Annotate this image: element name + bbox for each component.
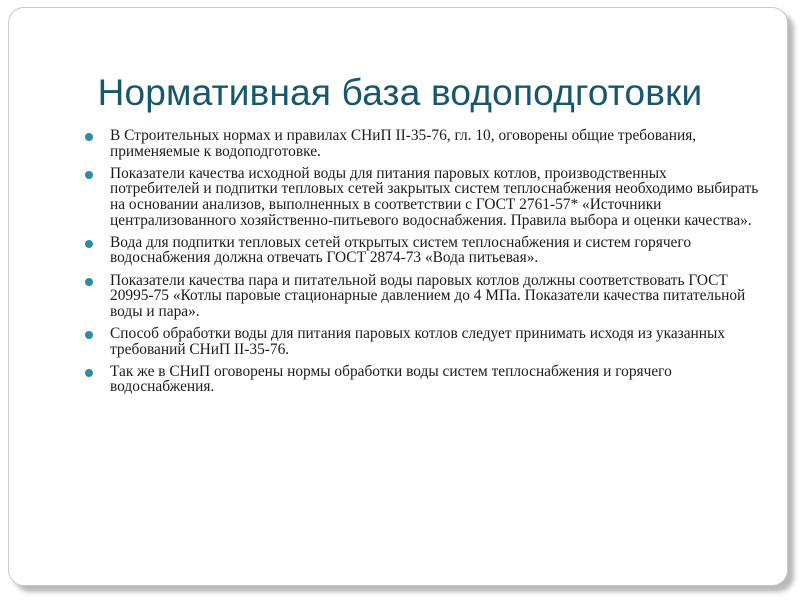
bullet-item: [110, 364, 760, 395]
bullet-text: Вода для подпитки тепловых сетей открытых систем теплоснабжения и систем горячего водоснабжения должна отвечать ГОСТ 2874-73 «Вода питьевая».: [110, 233, 692, 267]
bullet-item: [110, 326, 760, 357]
bullet-text: В Строительных нормах и правилах СНиП II-35-76, гл. 10, оговорены общие требования, применяемые к водоподготовке.: [110, 127, 697, 160]
bullet-item: [110, 166, 760, 228]
bullet-dot-icon: [85, 369, 93, 377]
bullet-text: Показатели качества исходной воды для питания паровых котлов, производственных потребителей и подпитки тепловых сетей закрытых систем теплоснабжения необходимо выбирать на основании анализов, выполненных в соответствии с ГОСТ 2761-57* «Источники централизованного хозяйственно-питьевого водоснабжения. Правила выбора и оценки качества».: [110, 164, 759, 229]
bullet-item: [110, 235, 760, 266]
bullet-dot-icon: [85, 133, 93, 141]
bullet-text: Показатели качества пара и питательной воды паровых котлов должны соответствовать ГОСТ 20995-75 «Котлы паровые стационарные давлением до 4 МПа. Показатели качества питательной воды и пара».: [110, 271, 746, 320]
bullet-dot-icon: [85, 331, 93, 339]
bullet-item: [110, 128, 760, 159]
bullet-dot-icon: [85, 240, 93, 248]
slide-title: Нормативная база водоподготовки: [97, 72, 703, 113]
bullet-list: [110, 128, 760, 401]
bullet-item: [110, 273, 760, 320]
bullet-dot-icon: [85, 278, 93, 286]
bullet-text: Способ обработки воды для питания паровых котлов следует принимать исходя из указанных требований СНиП II-35-76.: [110, 324, 726, 358]
bullet-dot-icon: [85, 171, 93, 179]
bullet-text: Так же в СНиП оговорены нормы обработки воды систем теплоснабжения и горячего водоснабжения.: [110, 362, 672, 396]
